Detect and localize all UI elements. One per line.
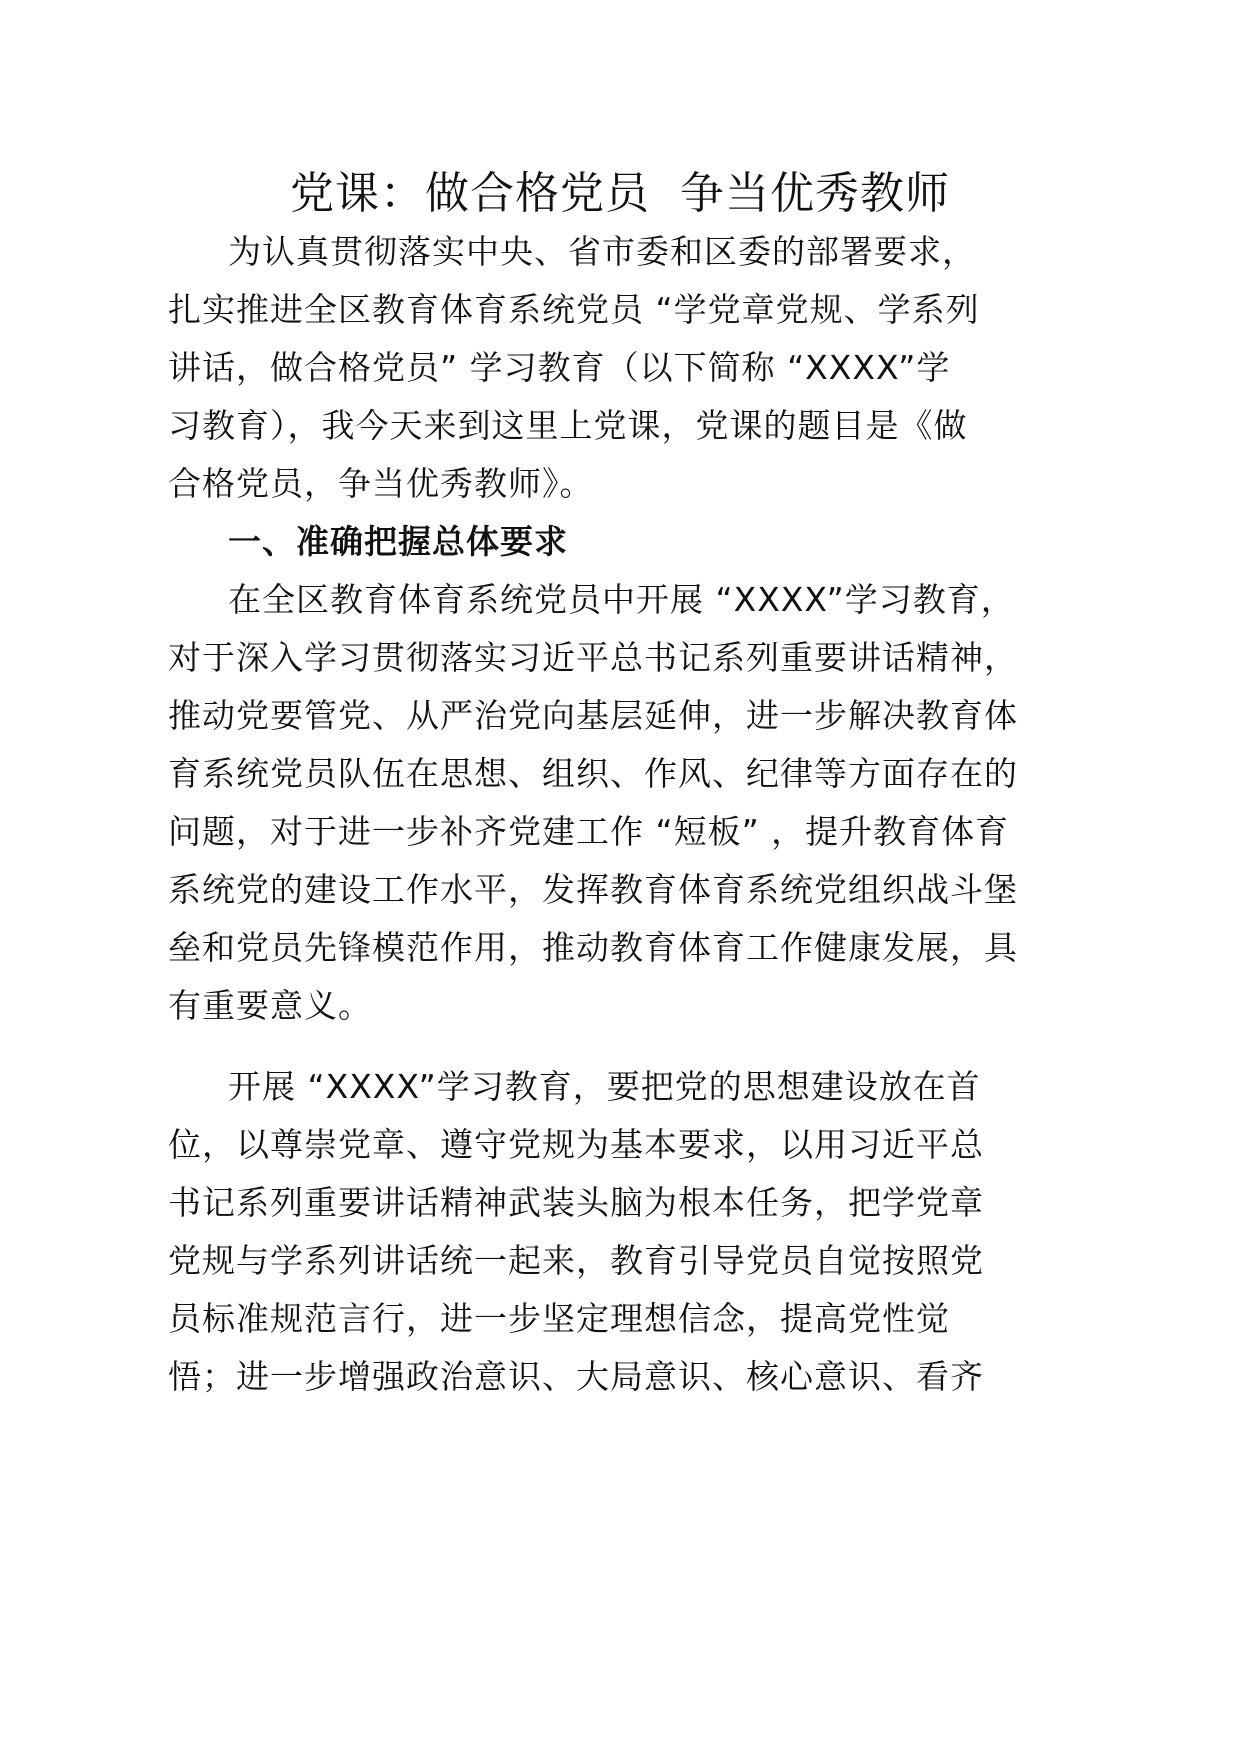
intro-line-4: 习教育），我今天来到这里上党课，党课的题目是《做 — [168, 406, 968, 445]
intro-line-1: 为认真贯彻落实中央、省市委和区委的部署要求， — [228, 232, 976, 271]
para2-line-4: 党规与学系列讲话统一起来，教育引导党员自觉按照党 — [168, 1241, 984, 1280]
document-title: 党课：做合格党员 争当优秀教师 — [290, 168, 950, 219]
para1-line-4: 育系统党员队伍在思想、组织、作风、纪律等方面存在的 — [168, 754, 1018, 793]
para2-line-5: 员标准规范言行，进一步坚定理想信念，提高党性觉 — [168, 1299, 950, 1338]
intro-line-3: 讲话，做合格党员” 学习教育（以下简称 “XXXX”学 — [168, 348, 951, 387]
para2-line-2: 位，以尊崇党章、遵守党规为基本要求，以用习近平总 — [168, 1125, 984, 1164]
intro-line-5: 合格党员，争当优秀教师》。 — [168, 464, 594, 503]
para2-line-1: 开展 “XXXX”学习教育，要把党的思想建设放在首 — [228, 1067, 981, 1106]
para1-line-1: 在全区教育体育系统党员中开展 “XXXX”学习教育， — [228, 580, 1015, 619]
section-heading-1: 一、准确把握总体要求 — [228, 522, 568, 561]
para1-line-5: 问题，对于进一步补齐党建工作 “短板” ，提升教育体育 — [168, 812, 1010, 851]
para1-line-8: 有重要意义。 — [168, 986, 372, 1025]
para2-line-3: 书记系列重要讲话精神武装头脑为根本任务，把学党章 — [168, 1183, 984, 1222]
para1-line-3: 推动党要管党、从严治党向基层延伸，进一步解决教育体 — [168, 696, 1018, 735]
para1-line-6: 系统党的建设工作水平，发挥教育体育系统党组织战斗堡 — [168, 870, 1018, 909]
para2-line-6: 悟；进一步增强政治意识、大局意识、核心意识、看齐 — [168, 1357, 984, 1396]
para1-line-2: 对于深入学习贯彻落实习近平总书记系列重要讲话精神， — [168, 638, 1018, 677]
para1-line-7: 垒和党员先锋模范作用，推动教育体育工作健康发展，具 — [168, 928, 1018, 967]
intro-line-2: 扎实推进全区教育体育系统党员 “学党章党规、学系列 — [168, 290, 980, 329]
